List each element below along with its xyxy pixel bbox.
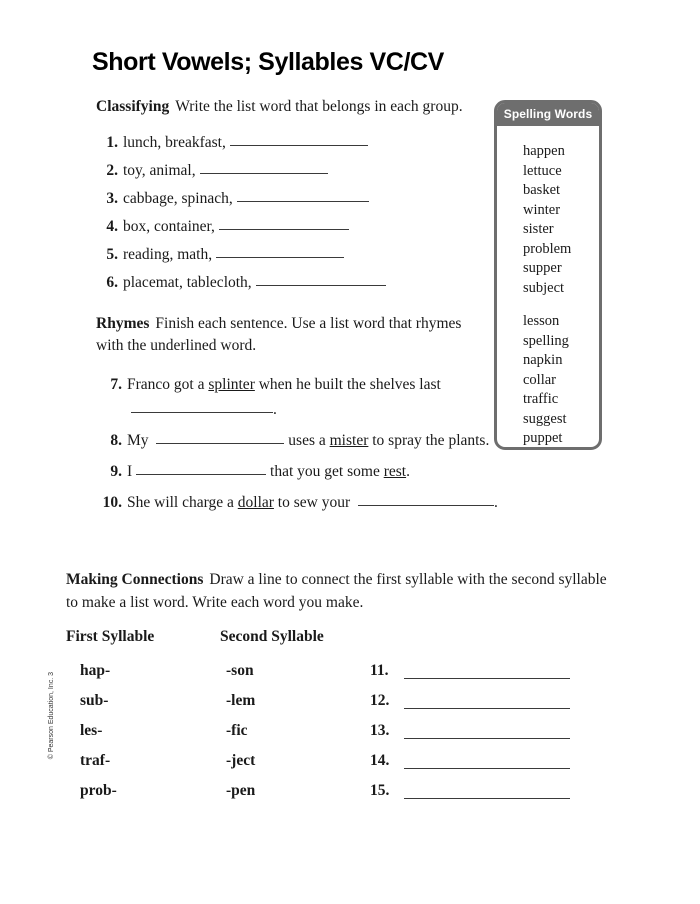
sentence-text: My: [127, 432, 153, 449]
answer-blank[interactable]: [219, 216, 349, 230]
first-syllable[interactable]: prob-: [80, 782, 117, 799]
answer-blank[interactable]: [200, 160, 328, 174]
spelling-word: supper: [523, 260, 562, 276]
item-number: 2.: [106, 162, 118, 179]
sentence-text: when he built the shelves last: [254, 376, 441, 393]
spelling-word: happen: [523, 143, 565, 159]
rhymes-item: [96, 428, 516, 453]
item-text: toy, animal,: [123, 162, 196, 179]
sentence-text: I: [127, 463, 133, 480]
first-syllable[interactable]: sub-: [80, 692, 109, 709]
answer-blank[interactable]: [404, 798, 570, 799]
classifying-item: [96, 245, 496, 273]
item-number: 13.: [370, 722, 390, 739]
underlined-word: rest: [383, 463, 407, 480]
spelling-word: napkin: [523, 352, 563, 368]
classifying-item: [96, 161, 496, 189]
spelling-word: basket: [523, 182, 561, 198]
column-header-second-syllable: Second Syllable: [220, 628, 324, 645]
item-number: 6.: [106, 274, 118, 291]
spelling-word: sister: [523, 221, 554, 237]
answer-blank[interactable]: [136, 461, 266, 475]
sentence-text: uses a: [284, 432, 330, 449]
classifying-instruction-text: Write the list word that belongs in each group.: [175, 98, 463, 115]
spelling-word: subject: [523, 279, 565, 296]
sentence-text: .: [273, 401, 277, 418]
item-text: lunch, breakfast,: [123, 134, 226, 151]
table-row: [66, 752, 612, 782]
spelling-words-box: [494, 100, 602, 450]
answer-blank[interactable]: [358, 492, 494, 506]
underlined-word: dollar: [237, 494, 274, 511]
spelling-word: suggest: [523, 410, 567, 427]
making-connections-instruction-text: Draw a line to connect the first syllable with the second syllable to make a list word. Write each word you make.: [66, 571, 607, 611]
classifying-label: Classifying: [96, 98, 170, 115]
item-text: box, container,: [123, 218, 215, 235]
spelling-words-list: [497, 126, 599, 449]
item-number: 12.: [370, 692, 390, 709]
item-sentence: [127, 490, 516, 515]
answer-blank[interactable]: [404, 678, 570, 679]
sentence-text: to sew your: [273, 494, 354, 511]
rhymes-instruction-text: Finish each sentence. Use a list word that rhymes with the underlined word.: [96, 315, 462, 354]
answer-blank[interactable]: [404, 708, 570, 709]
spelling-word-group-gap: [523, 298, 599, 312]
second-syllable[interactable]: -lem: [226, 692, 256, 709]
table-row: [66, 692, 612, 722]
table-row: [66, 782, 612, 812]
making-connections-instruction: [66, 568, 612, 614]
table-row: [66, 662, 612, 692]
item-text: reading, math,: [123, 246, 213, 263]
item-number: 9.: [110, 463, 122, 480]
rhymes-label: Rhymes: [96, 315, 150, 332]
answer-blank[interactable]: [237, 188, 369, 202]
item-number: 7.: [110, 376, 122, 393]
answer-blank[interactable]: [404, 738, 570, 739]
item-number: 4.: [106, 218, 118, 235]
item-number: 10.: [102, 494, 122, 511]
sentence-text: She will charge a: [127, 494, 238, 511]
item-number: 3.: [106, 190, 118, 207]
spelling-word: lettuce: [523, 162, 562, 179]
item-sentence: [127, 428, 516, 453]
copyright-notice: © Pearson Education, Inc. 3: [48, 672, 55, 760]
item-number: 11.: [370, 662, 389, 679]
column-header-first-syllable: First Syllable: [66, 628, 155, 645]
second-syllable[interactable]: -fic: [226, 722, 248, 739]
spelling-word: collar: [523, 371, 557, 388]
sentence-text: .: [406, 463, 410, 480]
first-syllable[interactable]: traf-: [80, 752, 111, 769]
rhymes-item: [96, 490, 516, 515]
item-text: cabbage, spinach,: [123, 190, 233, 207]
second-syllable[interactable]: -pen: [226, 782, 256, 799]
answer-blank[interactable]: [230, 132, 368, 146]
item-number: 14.: [370, 752, 390, 769]
spelling-word: traffic: [523, 391, 559, 407]
answer-blank[interactable]: [131, 399, 273, 413]
table-row: [66, 722, 612, 752]
spelling-word: lesson: [523, 313, 560, 329]
spelling-word: spelling: [523, 332, 569, 349]
first-syllable[interactable]: les-: [80, 722, 103, 739]
classifying-item-list: [96, 133, 496, 301]
classifying-item: [96, 273, 496, 301]
item-text: placemat, tablecloth,: [123, 274, 252, 291]
spelling-word: puppet: [523, 430, 563, 446]
item-number: 15.: [370, 782, 390, 799]
sentence-text: to spray the plants.: [368, 432, 490, 449]
answer-blank[interactable]: [216, 244, 344, 258]
second-syllable[interactable]: -ject: [226, 752, 256, 769]
answer-blank[interactable]: [156, 430, 284, 444]
rhymes-item: [96, 459, 516, 484]
sentence-text: Franco got a: [127, 376, 209, 393]
making-connections-label: Making Connections: [66, 571, 204, 588]
item-sentence: [127, 372, 516, 422]
item-number: 1.: [106, 134, 118, 151]
spelling-words-header: Spelling Words: [497, 103, 599, 126]
underlined-word: splinter: [208, 376, 255, 393]
classifying-item: [96, 217, 496, 245]
rhymes-instruction: [96, 313, 476, 357]
classifying-instruction: [96, 98, 463, 116]
sentence-text: that you get some: [266, 463, 384, 480]
first-syllable[interactable]: hap-: [80, 662, 111, 679]
rhymes-item: [96, 372, 516, 422]
classifying-item: [96, 133, 496, 161]
item-sentence: [127, 459, 516, 484]
classifying-item: [96, 189, 496, 217]
second-syllable[interactable]: -son: [226, 662, 254, 679]
item-number: 8.: [110, 432, 122, 449]
spelling-word: winter: [523, 201, 561, 218]
page-title: Short Vowels; Syllables VC/CV: [92, 48, 444, 76]
answer-blank[interactable]: [404, 768, 570, 769]
rhymes-item-list: [96, 372, 516, 521]
item-number: 5.: [106, 246, 118, 263]
spelling-word: problem: [523, 240, 572, 257]
making-connections-table: [66, 662, 612, 812]
sentence-text: .: [494, 494, 498, 511]
underlined-word: mister: [329, 432, 369, 449]
answer-blank[interactable]: [256, 272, 386, 286]
